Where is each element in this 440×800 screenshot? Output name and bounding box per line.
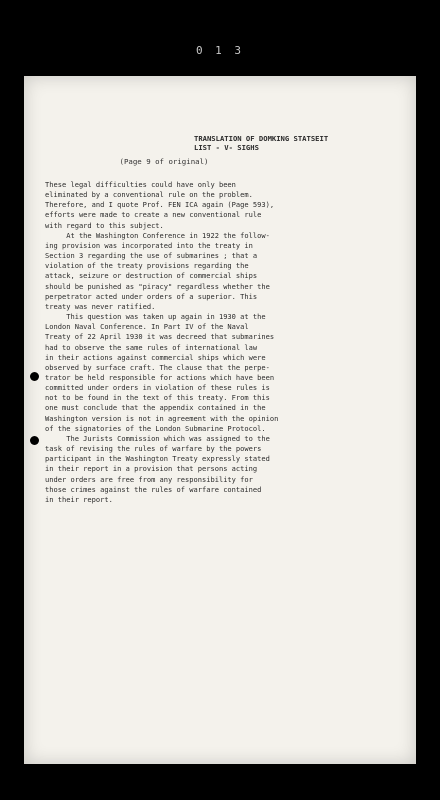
text-line: in their report. xyxy=(45,494,113,504)
text-line: those crimes against the rules of warfare contained xyxy=(45,484,262,494)
text-line: participant in the Washington Treaty expressly stated xyxy=(45,454,270,464)
text-line: committed under orders in violation of these rules is xyxy=(45,383,270,393)
text-line: trator be held responsible for actions which have been xyxy=(45,372,275,382)
text-line: This question was taken up again in 1930 at the xyxy=(45,312,266,322)
text-line: treaty was never ratified. xyxy=(45,301,156,311)
text-line: Washington version is not in agreement with the opinion xyxy=(45,413,279,423)
text-line: violation of the treaty provisions regarding the xyxy=(45,261,249,271)
text-line: should be punished as "piracy" regardless whether the xyxy=(45,281,270,291)
text-line: under orders are free from any responsibility for xyxy=(45,474,253,484)
text-line: had to observe the same rules of international law xyxy=(45,342,258,352)
punch-hole xyxy=(30,436,39,445)
heading-line: TRANSLATION OF DOMKING STATSEIT xyxy=(194,134,329,143)
text-line: in their report in a provision that persons acting xyxy=(45,464,258,474)
document-body xyxy=(45,180,375,505)
punch-hole xyxy=(30,372,39,381)
text-line: not to be found in the text of this treaty. From this xyxy=(45,393,270,403)
text-line: with regard to this subject. xyxy=(45,220,164,230)
text-line: efforts were made to create a new conventional rule xyxy=(45,210,262,220)
text-line: in their actions against commercial ships which were xyxy=(45,352,266,362)
text-line: one must conclude that the appendix contained in the xyxy=(45,403,266,413)
text-line: attack, seizure or destruction of commercial ships xyxy=(45,271,258,281)
heading-line: LIST - V- SIGHS xyxy=(194,143,259,152)
text-line: Therefore, and I quote Prof. FEN ICA again (Page 593), xyxy=(45,200,275,210)
text-line: of the signatories of the London Submarine Protocol. xyxy=(45,423,266,433)
film-frame-number: 0 1 3 xyxy=(195,44,245,57)
text-line: eliminated by a conventional rule on the problem. xyxy=(45,190,253,200)
document-heading xyxy=(194,134,404,152)
text-line: observed by surface craft. The clause that the perpe- xyxy=(45,362,270,372)
document-page xyxy=(24,76,416,764)
text-line: Section 3 regarding the use of submarines ; that a xyxy=(45,251,258,261)
text-line: London Naval Conference. In Part IV of the Naval xyxy=(45,322,249,332)
text-line: These legal difficulties could have only been xyxy=(45,180,236,189)
text-line: Treaty of 22 April 1930 it was decreed that submarines xyxy=(45,332,275,342)
text-line: task of revising the rules of warfare by the powers xyxy=(45,444,262,454)
text-line: At the Washington Conference in 1922 the follow- xyxy=(45,230,270,240)
text-line: perpetrator acted under orders of a superior. This xyxy=(45,291,258,301)
page-note: (Page 9 of original) xyxy=(119,157,209,166)
text-line: The Jurists Commission which was assigned to the xyxy=(45,433,270,443)
text-line: ing provision was incorporated into the treaty in xyxy=(45,240,253,250)
